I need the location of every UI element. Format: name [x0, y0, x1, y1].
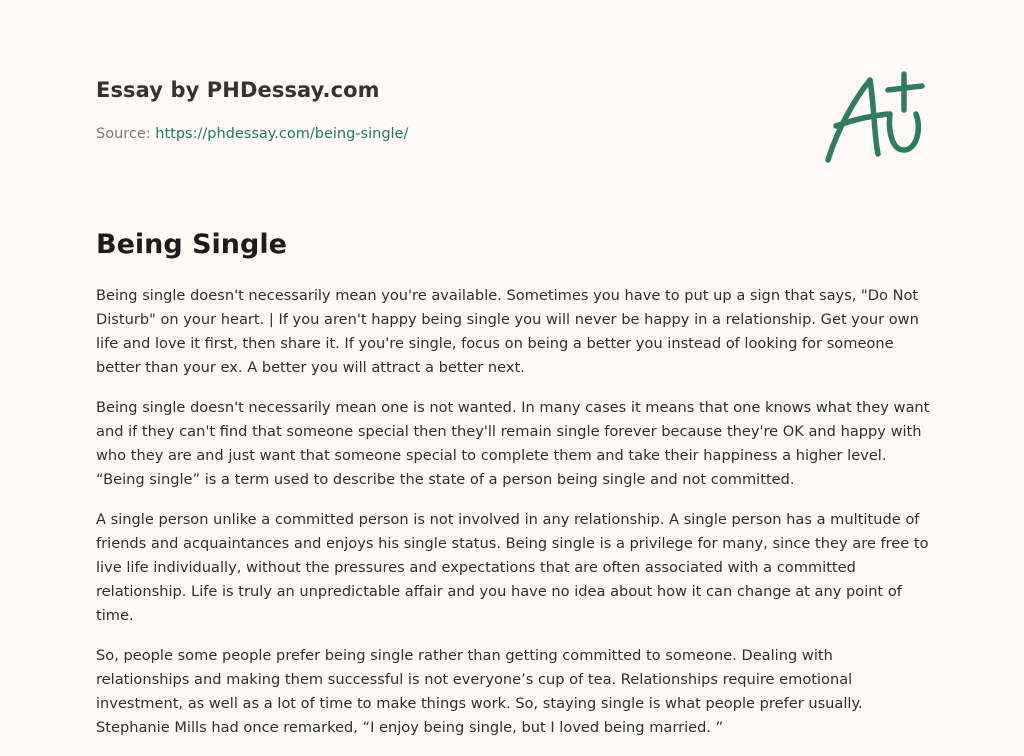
essay-paragraph-1: Being single doesn't necessarily mean you're available. Sometimes you have to put up a sign that says, "Do Not Disturb" on your heart. | If you aren't happy being single you will never be happy in a relationship. Get your own life and love it first, then share it. If you're single, focus on being a better you instead of looking for someone better than your ex. A better you will attract a better next.	[96, 287, 919, 376]
essay-content	[96, 284, 930, 740]
a-plus-logo-icon	[818, 64, 930, 168]
source-label: Source:	[96, 126, 151, 142]
source-link[interactable]: https://phdessay.com/being-single/	[155, 126, 409, 142]
essay-paragraph-4: So, people some people prefer being single rather than getting committed to someone. Dealing with relationships and making them successful is not everyone’s cup of tea. Relationships require emotional investment, as well as a lot of time to make things work. So, staying single is what people prefer usually. Stephanie Mills had once remarked, “I enjoy being single, but I loved being married. ”	[96, 647, 863, 736]
source-line	[96, 124, 796, 144]
essay-paragraph-3: A single person unlike a committed person is not involved in any relationship. A single person has a multitude of friends and acquaintances and enjoys his single status. Being single is a privilege for many, since they are free to live life individually, without the pressures and expectations that are often associated with a committed relationship. Life is truly an unpredictable affair and you have no idea about how it can change at any point of time.	[96, 511, 929, 624]
page-header	[96, 76, 796, 144]
essay-main	[96, 226, 930, 756]
essay-title: Being Single	[96, 229, 287, 260]
site-brand: Essay by PHDessay.com	[96, 78, 380, 102]
essay-paragraph-2: Being single doesn't necessarily mean one is not wanted. In many cases it means that one knows what they want and if they can't find that someone special then they'll remain single forever because they're OK and happy with who they are and just want that someone special to complete them and take their happiness a higher level. “Being single” is a term used to describe the state of a person being single and not committed.	[96, 399, 930, 488]
